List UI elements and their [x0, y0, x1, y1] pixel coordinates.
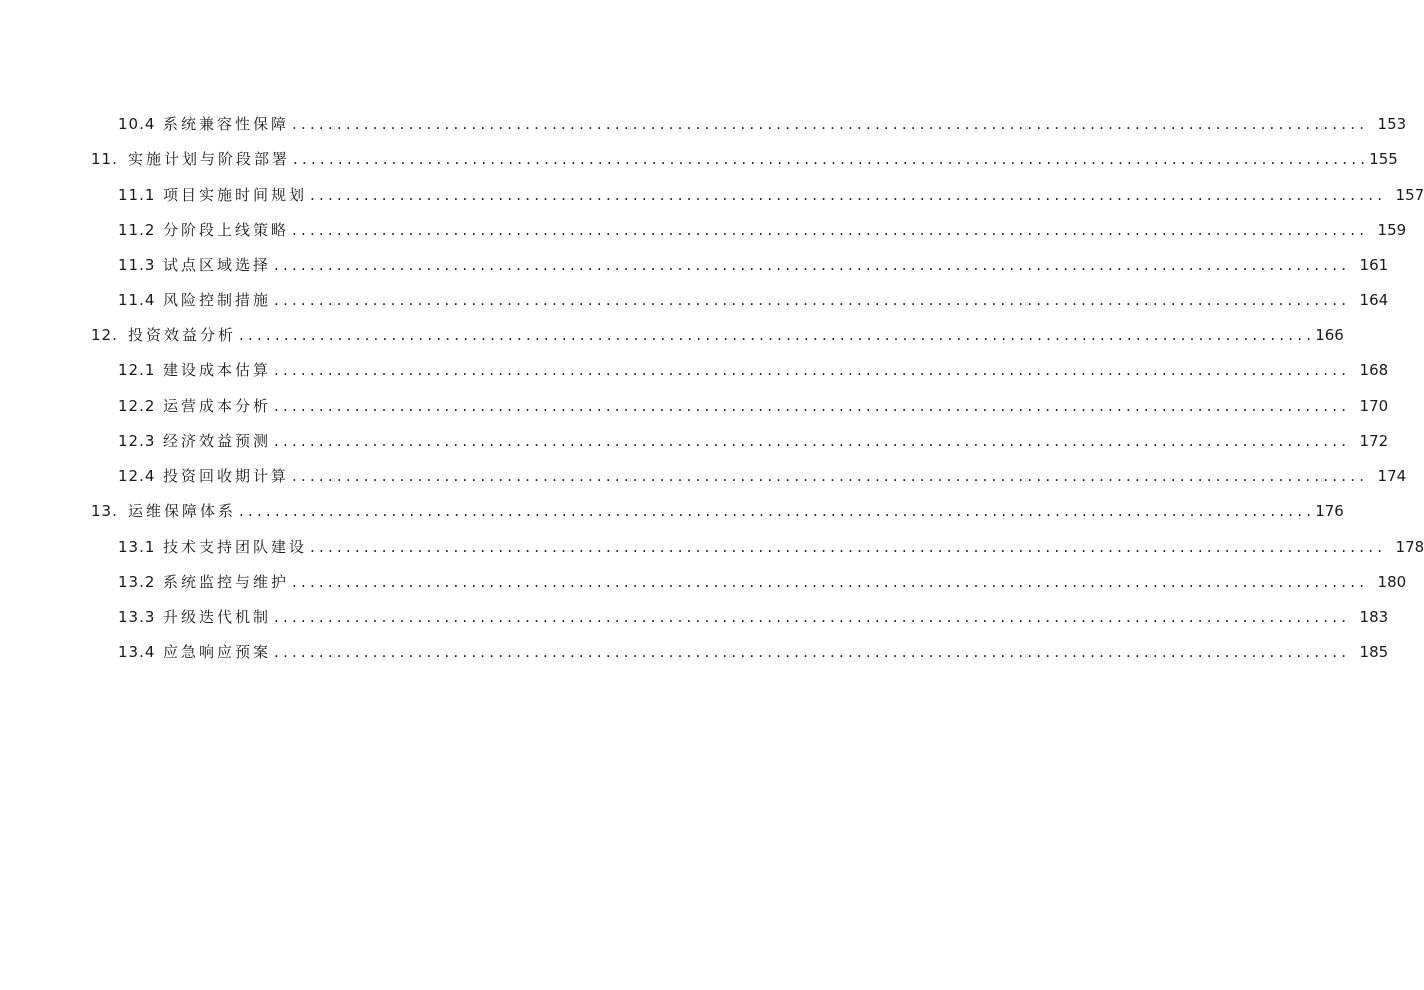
entry-page-number: 166: [1315, 326, 1344, 344]
toc-entry[interactable]: [118, 429, 1389, 453]
entry-title: 建设成本估算: [163, 361, 272, 379]
entry-page-number: 159: [1377, 221, 1407, 239]
entry-page-number: 153: [1377, 115, 1407, 133]
entry-number: 12.: [91, 326, 118, 344]
toc-entry[interactable]: [118, 358, 1389, 382]
toc-entry[interactable]: [118, 218, 1407, 242]
entry-page-number: 183: [1359, 608, 1389, 626]
entry-title: 系统兼容性保障: [163, 115, 290, 133]
dot-leader: ........................................................................................................................: [239, 326, 1316, 344]
entry-number: 12.2: [118, 397, 156, 415]
toc-entry[interactable]: [118, 288, 1389, 312]
entry-page-number: 168: [1359, 361, 1389, 379]
dot-leader: ........................................................................................................................: [310, 538, 1387, 556]
toc-entry[interactable]: [118, 394, 1389, 418]
toc-entry[interactable]: [91, 147, 1398, 171]
toc-entry[interactable]: [91, 323, 1344, 347]
toc-entry[interactable]: [118, 605, 1389, 629]
toc-entry[interactable]: [118, 112, 1407, 136]
entry-page-number: 155: [1369, 150, 1398, 168]
entry-title: 应急响应预案: [163, 643, 272, 661]
dot-leader: ........................................................................................................................: [292, 573, 1369, 591]
dot-leader: ........................................................................................................................: [274, 608, 1351, 626]
entry-number: 13.2: [118, 573, 156, 591]
entry-number: 11.3: [118, 256, 156, 274]
entry-title: 分阶段上线策略: [163, 221, 290, 239]
entry-title: 风险控制措施: [163, 291, 272, 309]
entry-page-number: 178: [1395, 538, 1424, 556]
dot-leader: ........................................................................................................................: [292, 221, 1369, 239]
entry-page-number: 172: [1359, 432, 1389, 450]
entry-number: 12.4: [118, 467, 156, 485]
entry-number: 12.3: [118, 432, 156, 450]
entry-number: 11.: [91, 150, 118, 168]
entry-page-number: 176: [1315, 502, 1344, 520]
entry-title: 系统监控与维护: [163, 573, 290, 591]
dot-leader: ........................................................................................................................: [310, 186, 1387, 204]
entry-title: 运维保障体系: [128, 502, 237, 520]
toc-entry[interactable]: [118, 253, 1389, 277]
entry-page-number: 164: [1359, 291, 1389, 309]
entry-number: 10.4: [118, 115, 156, 133]
entry-number: 13.: [91, 502, 118, 520]
dot-leader: ........................................................................................................................: [292, 115, 1369, 133]
entry-number: 11.2: [118, 221, 156, 239]
entry-page-number: 157: [1395, 186, 1424, 204]
dot-leader: ........................................................................................................................: [274, 432, 1351, 450]
toc-entry[interactable]: [118, 464, 1407, 488]
dot-leader: ........................................................................................................................: [293, 150, 1370, 168]
entry-title: 实施计划与阶段部署: [128, 150, 291, 168]
entry-title: 试点区域选择: [163, 256, 272, 274]
toc-entry[interactable]: [118, 535, 1424, 559]
entry-page-number: 180: [1377, 573, 1407, 591]
dot-leader: ........................................................................................................................: [274, 643, 1351, 661]
dot-leader: ........................................................................................................................: [239, 502, 1316, 520]
entry-number: 13.1: [118, 538, 156, 556]
entry-number: 12.1: [118, 361, 156, 379]
toc-entry[interactable]: [118, 570, 1407, 594]
dot-leader: ........................................................................................................................: [274, 256, 1351, 274]
entry-number: 11.4: [118, 291, 156, 309]
toc-entry[interactable]: [118, 183, 1424, 207]
entry-page-number: 161: [1359, 256, 1389, 274]
dot-leader: ........................................................................................................................: [274, 291, 1351, 309]
dot-leader: ........................................................................................................................: [292, 467, 1369, 485]
entry-title: 升级迭代机制: [163, 608, 272, 626]
entry-title: 技术支持团队建设: [163, 538, 308, 556]
dot-leader: ........................................................................................................................: [274, 361, 1351, 379]
toc-entry[interactable]: [91, 499, 1344, 523]
entry-title: 经济效益预测: [163, 432, 272, 450]
entry-page-number: 174: [1377, 467, 1407, 485]
toc-entry[interactable]: [118, 640, 1389, 664]
entry-title: 项目实施时间规划: [163, 186, 308, 204]
entry-title: 运营成本分析: [163, 397, 272, 415]
entry-number: 13.3: [118, 608, 156, 626]
entry-number: 13.4: [118, 643, 156, 661]
entry-title: 投资效益分析: [128, 326, 237, 344]
entry-page-number: 170: [1359, 397, 1389, 415]
dot-leader: ........................................................................................................................: [274, 397, 1351, 415]
entry-title: 投资回收期计算: [163, 467, 290, 485]
entry-page-number: 185: [1359, 643, 1389, 661]
entry-number: 11.1: [118, 186, 156, 204]
